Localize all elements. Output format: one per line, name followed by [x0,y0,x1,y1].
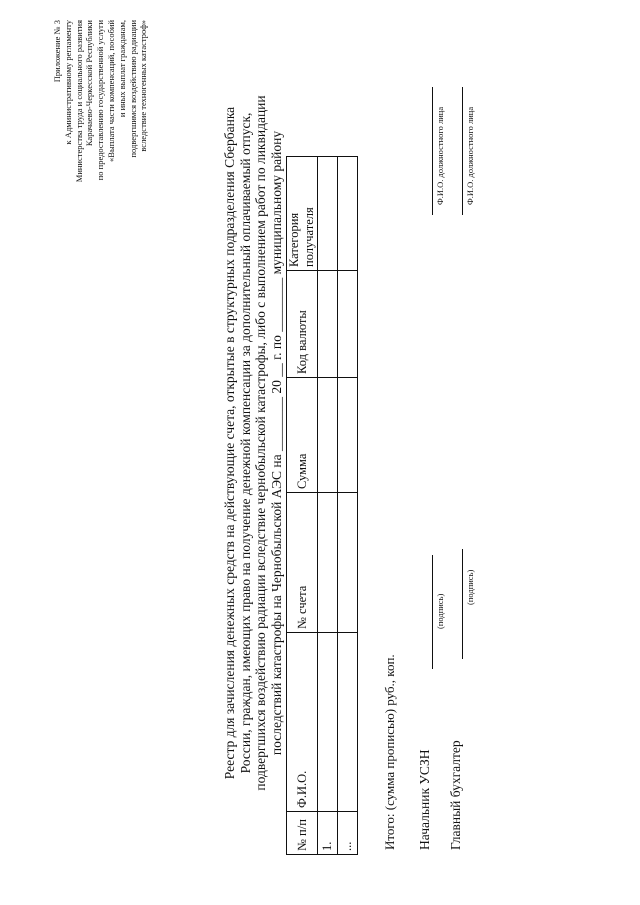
annex-line: вследствие техногенных катастроф» [138,20,149,152]
table-cell [338,493,358,633]
table-cell [318,271,338,378]
annex-line: подвергшимся воздействию радиации [127,20,138,158]
annex-line: Карачаево-Черкесской Республики [84,20,95,147]
header-recipient-category: Категория получателя [287,157,318,271]
header-currency-code: Код валюты [287,271,318,378]
accountant-name-line [462,87,463,215]
table-cell [318,633,338,812]
table-row [318,157,338,855]
title-line: последствий катастрофы на Чернобыльской АЭС на ________ 20 __ г. по ________ муниципальному району [268,130,284,756]
table-cell [318,157,338,271]
header-full-name: Ф.И.О. [287,633,318,812]
table-cell [318,378,338,493]
annex-line: Приложение № 3 [52,20,62,83]
annex-line: и иных выплат гражданам, [116,20,127,118]
title-line: Реестр для зачисления денежных средств на действующие счета, открытые в структурных подразделения Сбербанка [222,106,237,780]
header-account: № счета [287,493,318,633]
accountant-signature-line [462,549,463,659]
head-name-line [432,87,433,215]
table-cell [318,493,338,633]
title-line: России, граждан, имеющих право на получение денежной компенсации за дополнительный оплачиваемый отпуск, [237,112,253,774]
table-cell: 1. [318,812,338,855]
annex-line: Министерства труда и социального развития [73,20,84,183]
header-number: № п/п [287,812,318,855]
head-signature-line [432,555,433,669]
total-amount-line: Итого: (сумма прописью) руб., коп. [382,654,397,850]
table-cell [338,378,358,493]
table-row [338,157,358,855]
table-cell [338,271,358,378]
chief-accountant-label: Главный бухгалтер [448,740,463,850]
registry-table [286,156,358,855]
table-cell [338,157,358,271]
head-uszn-label: Начальник УСЗН [417,749,432,850]
head-name-caption: Ф.И.О. должностного лица [435,106,445,205]
document-title [222,53,284,833]
title-line: подвергшихся воздействию радиации вследствие чернобыльской катастрофы, либо с выполнением работ по ликвидации [253,95,268,791]
table-cell: ... [338,812,358,855]
accountant-name-caption: Ф.И.О. должностного лица [465,106,475,205]
head-signature-caption: (подпись) [435,593,445,629]
accountant-signature-caption: (подпись) [465,569,475,605]
annex-reference [52,20,149,210]
table-cell [338,633,358,812]
annex-line: к Административному регламенту [62,20,73,145]
annex-line: «Выплата части компенсаций, пособий [105,20,116,162]
table-header-row [287,157,318,855]
header-amount: Сумма [287,378,318,493]
annex-line: по предоставлению государственной услуги [95,20,106,181]
